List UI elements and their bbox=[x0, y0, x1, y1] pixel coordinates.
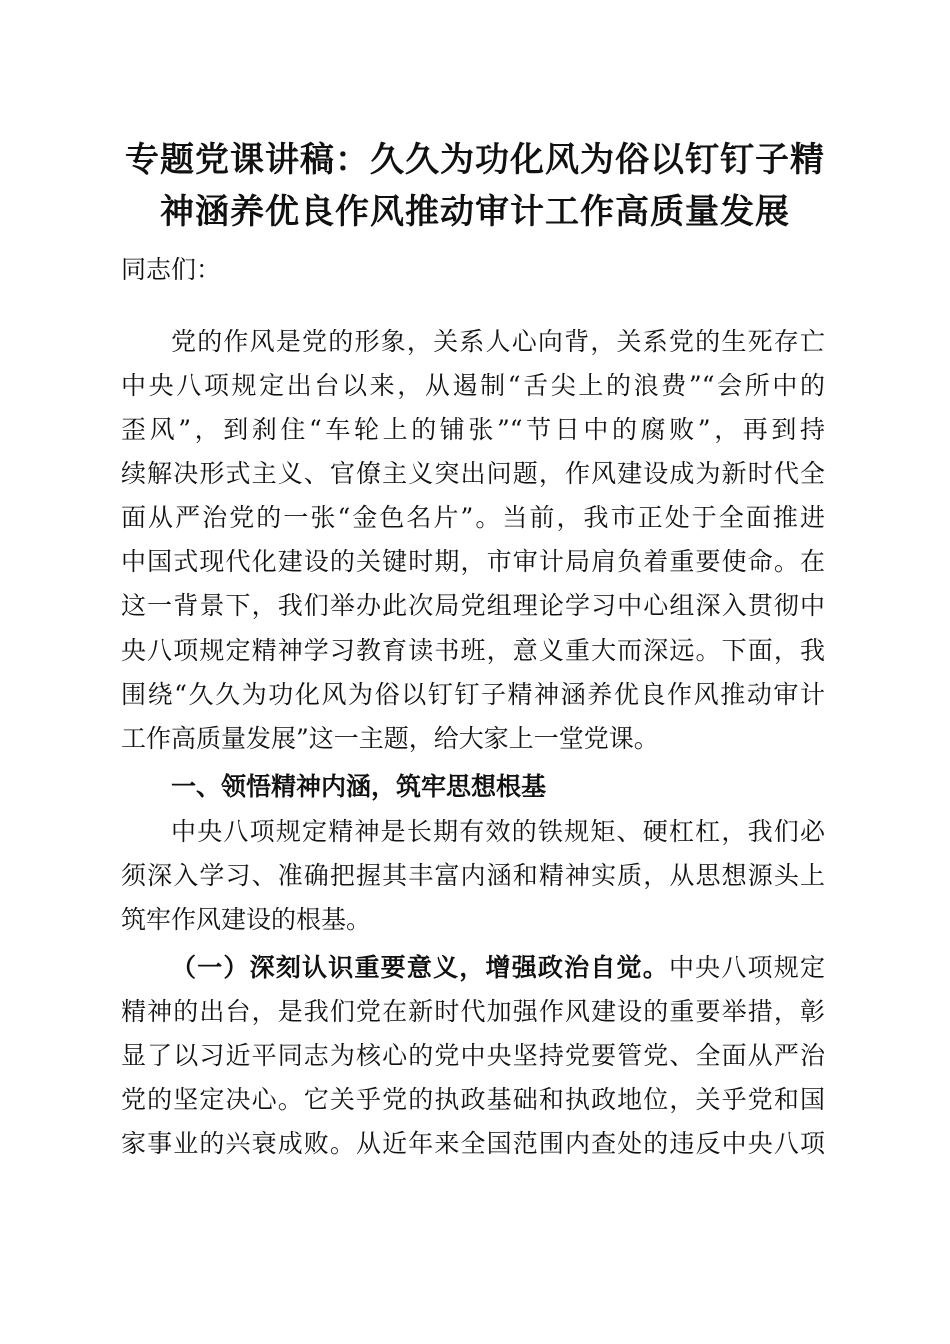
intro-line-6: 中国式现代化建设的关键时期，市审计局肩负着重要使命。在 bbox=[121, 547, 825, 576]
document-title-line-1: 专题党课讲稿：久久为功化风为俗以钉钉子精 bbox=[125, 140, 825, 180]
intro-line-2: 中央八项规定出台以来，从遏制“舌尖上的浪费”“会所中的 bbox=[121, 371, 825, 400]
intro-line-10: 工作高质量发展”这一主题，给大家上一堂党课。 bbox=[121, 724, 659, 753]
intro-line-4: 续解决形式主义、官僚主义突出问题，作风建设成为新时代全 bbox=[121, 459, 825, 488]
subsection-1-line-2: 精神的出台，是我们党在新时代加强作风建设的重要举措，彰 bbox=[121, 997, 825, 1026]
intro-line-8: 央八项规定精神学习教育读书班，意义重大而深远。下面，我 bbox=[121, 636, 825, 665]
section-1-line-3: 筑牢作风建设的根基。 bbox=[121, 905, 372, 934]
subsection-1-line-4: 党的坚定决心。它关乎党的执政基础和执政地位，关乎党和国 bbox=[121, 1085, 825, 1114]
section-1-line-2: 须深入学习、准确把握其丰富内涵和精神实质，从思想源头上 bbox=[121, 861, 825, 890]
section-1-line-1: 中央八项规定精神是长期有效的铁规矩、硬杠杠，我们必 bbox=[171, 817, 825, 846]
subsection-1-title: （一）深刻认识重要意义，增强政治自觉。 bbox=[171, 953, 669, 982]
intro-line-7: 这一背景下，我们举办此次局党组理论学习中心组深入贯彻中 bbox=[121, 591, 825, 620]
subsection-1-line-1 bbox=[171, 953, 825, 983]
document-title-line-2: 神涵养优良作风推动审计工作高质量发展 bbox=[160, 192, 790, 232]
intro-line-9: 围绕“久久为功化风为俗以钉钉子精神涵养优良作风推动审计 bbox=[121, 680, 825, 709]
salutation: 同志们： bbox=[121, 255, 222, 284]
intro-line-1: 党的作风是党的形象，关系人心向背，关系党的生死存亡 bbox=[171, 327, 825, 356]
section-1-heading: 一、领悟精神内涵，筑牢思想根基 bbox=[171, 772, 547, 801]
subsection-1-line-5: 家事业的兴衰成败。从近年来全国范围内查处的违反中央八项 bbox=[121, 1129, 825, 1158]
intro-line-3: 歪风”，到刹住“车轮上的铺张”“节日中的腐败”，再到持 bbox=[121, 415, 825, 444]
subsection-1-line-3: 显了以习近平同志为核心的党中央坚持党要管党、全面从严治 bbox=[121, 1041, 825, 1070]
intro-line-5: 面从严治党的一张“金色名片”。当前，我市正处于全面推进 bbox=[121, 503, 825, 532]
subsection-1-lead-text: 中央八项规定 bbox=[668, 953, 825, 982]
